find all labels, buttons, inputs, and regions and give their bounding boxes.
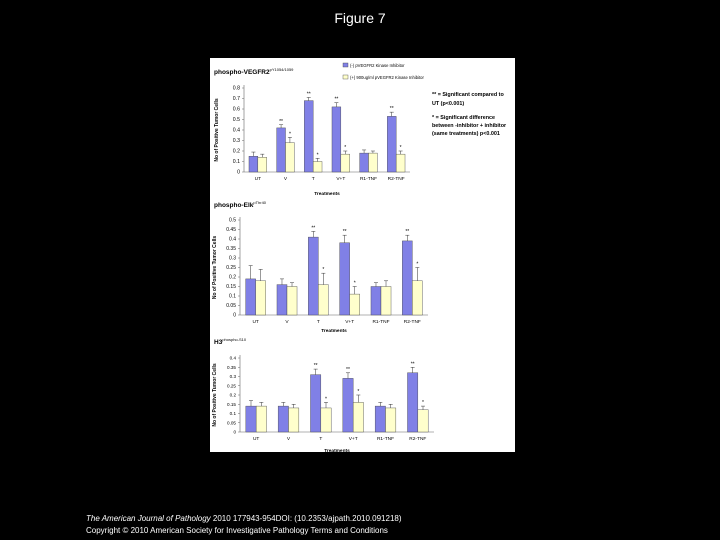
- significance-marker: *: [344, 145, 347, 151]
- y-tick-label: 0.05: [227, 420, 236, 426]
- x-tick-label: UT: [254, 177, 262, 182]
- x-tick-label: R2-TNF: [409, 437, 427, 442]
- significance-marker: *: [353, 280, 356, 287]
- legend-entry-plus: (+) 900ug/ml pVEGFR2 Kinase Inhibitor: [350, 75, 424, 80]
- legend-swatch-minus: [343, 63, 348, 67]
- bar-plus-inhibitor: [256, 406, 266, 432]
- copyright-text: Copyright © 2010 American Society for Investigative Pathology: [86, 526, 309, 535]
- bar-minus-inhibitor: [304, 101, 313, 172]
- bar-plus-inhibitor: [313, 162, 322, 173]
- bar-plus-inhibitor: [381, 287, 391, 316]
- y-tick-label: 0.35: [227, 364, 236, 370]
- significance-marker: *: [316, 152, 319, 159]
- terms-link[interactable]: Terms and Conditions: [310, 526, 388, 535]
- bar-charts-svg: [210, 58, 515, 452]
- bar-plus-inhibitor: [258, 157, 267, 172]
- bar-plus-inhibitor: [321, 408, 331, 432]
- bar-plus-inhibitor: [341, 154, 350, 172]
- legend-note: (same treatments) p<0.001: [432, 131, 500, 137]
- bar-minus-inhibitor: [332, 107, 341, 172]
- significance-marker: **: [346, 366, 350, 373]
- x-tick-label: T: [319, 437, 323, 442]
- y-axis-label: No of Positive Tumor Cells: [212, 235, 218, 300]
- x-tick-label: R1-TNF: [372, 320, 390, 325]
- x-tick-label: T: [311, 177, 315, 182]
- bar-minus-inhibitor: [277, 128, 286, 172]
- bar-minus-inhibitor: [249, 156, 258, 172]
- significance-marker: *: [422, 400, 424, 407]
- journal-name: The American Journal of Pathology: [86, 514, 211, 523]
- significance-marker: **: [311, 225, 316, 232]
- y-tick-label: 0.1: [229, 411, 236, 417]
- y-tick-label: 0: [233, 429, 236, 435]
- legend-entry-minus: (-) pVEGFR2 Kinase Inhibitor: [350, 63, 405, 68]
- y-tick-label: 0.45: [226, 227, 236, 234]
- bar-minus-inhibitor: [360, 153, 369, 172]
- y-tick-label: 0.1: [229, 293, 236, 300]
- significance-marker: *: [288, 131, 291, 138]
- y-tick-label: 0.2: [229, 392, 236, 398]
- bar-minus-inhibitor: [407, 373, 417, 432]
- bar-minus-inhibitor: [246, 406, 256, 432]
- legend-swatch-plus: [343, 75, 348, 79]
- chart-title: phospho-Elk$^{pThr40}$: [214, 200, 267, 209]
- significance-marker: *: [325, 396, 327, 403]
- y-axis-label: No of Positive Tumor Cells: [212, 363, 218, 427]
- x-tick-label: UT: [252, 437, 260, 442]
- legend-note: ** = Significant compared to: [432, 92, 504, 98]
- y-tick-label: 0.3: [229, 374, 236, 380]
- legend-note: * = Significant difference: [432, 115, 496, 121]
- bar-plus-inhibitor: [353, 402, 363, 432]
- y-tick-label: 0.15: [227, 401, 236, 407]
- significance-marker: *: [399, 145, 402, 151]
- bar-minus-inhibitor: [402, 241, 412, 315]
- bar-minus-inhibitor: [246, 279, 256, 315]
- chart-title-superscript: phospho-S10: [222, 337, 247, 342]
- x-tick-label: V: [283, 177, 288, 182]
- legend-note: UT (p<0.001): [432, 101, 465, 107]
- x-axis-label: Treatments: [321, 329, 347, 334]
- bar-plus-inhibitor: [256, 281, 266, 315]
- y-tick-label: 0.3: [232, 138, 240, 145]
- significance-marker: **: [389, 106, 394, 113]
- x-tick-label: UT: [252, 320, 259, 325]
- y-tick-label: 0.25: [226, 265, 236, 272]
- bar-minus-inhibitor: [387, 116, 396, 172]
- x-axis-label: Treatments: [324, 449, 350, 452]
- x-tick-label: R1-TNF: [376, 437, 395, 442]
- y-tick-label: 0.6: [232, 106, 240, 113]
- y-tick-label: 0.5: [232, 117, 240, 124]
- y-tick-label: 0.4: [232, 127, 240, 134]
- legend-note: between -inhibitor + inhibitor: [432, 123, 507, 129]
- bar-minus-inhibitor: [340, 243, 350, 315]
- y-tick-label: 0.05: [226, 303, 236, 310]
- citation-line: [86, 513, 402, 525]
- x-tick-label: V: [286, 437, 291, 442]
- y-tick-label: 0.3: [229, 255, 236, 262]
- significance-marker: **: [334, 96, 339, 103]
- bar-plus-inhibitor: [369, 153, 378, 172]
- significance-marker: **: [306, 91, 311, 98]
- bar-plus-inhibitor: [412, 281, 422, 315]
- bar-plus-inhibitor: [386, 408, 396, 432]
- y-tick-label: 0: [233, 312, 236, 319]
- y-tick-label: 0.35: [226, 246, 236, 253]
- chart-title-superscript: pY1054/1059: [269, 67, 294, 72]
- bar-plus-inhibitor: [289, 408, 299, 432]
- x-tick-label: R1-TNF: [359, 177, 378, 182]
- x-tick-label: V+T: [348, 437, 358, 442]
- significance-marker: **: [405, 229, 410, 236]
- bar-minus-inhibitor: [308, 237, 318, 315]
- y-tick-label: 0.8: [232, 85, 240, 92]
- significance-marker: **: [410, 361, 415, 368]
- y-tick-label: 0.2: [229, 274, 236, 281]
- bar-plus-inhibitor: [287, 287, 297, 316]
- bar-minus-inhibitor: [371, 287, 381, 316]
- y-tick-label: 0.1: [232, 159, 240, 166]
- significance-marker: *: [416, 261, 419, 268]
- bar-plus-inhibitor: [396, 154, 405, 172]
- bar-minus-inhibitor: [375, 406, 385, 432]
- y-tick-label: 0: [237, 169, 240, 176]
- y-tick-label: 0.15: [226, 284, 236, 291]
- x-tick-label: R2-TNF: [403, 320, 421, 325]
- y-axis-label: No of Positive Tumor Cells: [214, 98, 220, 162]
- significance-marker: *: [322, 267, 325, 274]
- y-tick-label: 0.5: [229, 217, 236, 224]
- citation-ref: 2010 177943-954DOI: (10.2353/ajpath.2010.091218): [212, 514, 402, 523]
- x-tick-label: V+T: [345, 320, 355, 325]
- bar-minus-inhibitor: [310, 375, 320, 432]
- x-tick-label: R2-TNF: [387, 177, 405, 182]
- chart-title: phospho-$VEGFR2^{pY1054/1059}$: [214, 67, 294, 76]
- x-tick-label: T: [316, 320, 320, 325]
- x-tick-label: V+T: [336, 177, 346, 182]
- y-tick-label: 0.7: [232, 96, 240, 103]
- bar-plus-inhibitor: [418, 410, 428, 432]
- significance-marker: **: [342, 229, 347, 236]
- significance-marker: *: [357, 389, 360, 395]
- bar-minus-inhibitor: [343, 378, 353, 432]
- y-tick-label: 0.25: [227, 383, 236, 389]
- x-tick-label: V: [285, 320, 289, 325]
- figure-panel: [210, 58, 515, 452]
- y-tick-label: 0.2: [232, 148, 240, 155]
- copyright-line: [86, 525, 388, 537]
- significance-marker: **: [313, 363, 318, 370]
- chart-title-superscript: pThr40: [253, 200, 267, 205]
- y-tick-label: 0.4: [229, 355, 236, 361]
- bar-plus-inhibitor: [286, 143, 295, 172]
- bar-minus-inhibitor: [278, 406, 288, 432]
- figure-title: Figure 7: [334, 10, 386, 26]
- significance-marker: **: [279, 118, 284, 125]
- bar-minus-inhibitor: [277, 285, 287, 315]
- bar-plus-inhibitor: [350, 294, 360, 315]
- bar-plus-inhibitor: [318, 285, 328, 315]
- y-tick-label: 0.4: [229, 236, 236, 243]
- chart-title: $H3^{phospho-S10}$: [214, 337, 247, 346]
- x-axis-label: Treatments: [314, 192, 340, 197]
